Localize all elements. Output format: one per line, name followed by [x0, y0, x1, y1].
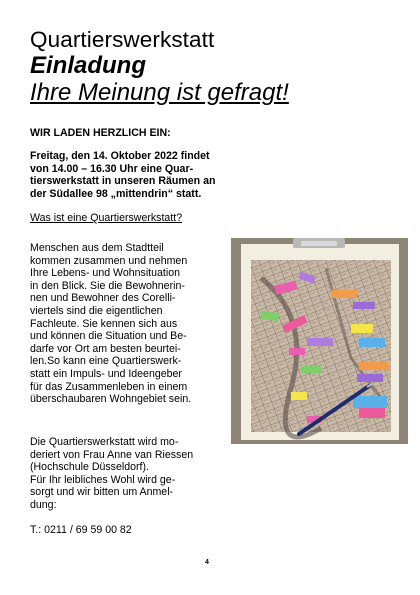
sticky-note — [291, 392, 307, 400]
sticky-note — [359, 408, 385, 418]
sticky-note — [359, 362, 389, 370]
moderation-line: Die Quartierswerkstatt wird mo- — [30, 436, 179, 448]
sticky-note — [301, 366, 321, 373]
description-line: überschaubaren Wohngebiet sein. — [30, 393, 192, 406]
moderation-line: sorgt und wir bitten um Anmel- — [30, 486, 174, 499]
page-number: 4 — [205, 559, 209, 566]
sticky-note — [331, 290, 357, 298]
description-line: Menschen aus dem Stadtteil — [30, 242, 164, 254]
sticky-note — [351, 324, 373, 333]
invite-heading: WIR LADEN HERZLICH EIN: — [30, 127, 171, 139]
description-line: len.So kann eine Quartierswerk- — [30, 355, 182, 368]
invite-line: Freitag, den 14. Oktober 2022 findet — [30, 150, 210, 162]
sticky-note — [359, 338, 385, 347]
tagline: Ihre Meinung ist gefragt! — [30, 79, 289, 106]
clipboard-map-photo — [231, 238, 408, 444]
description-line: statt ein Impuls- und Ideengeber — [30, 367, 182, 380]
description-line: und können die Situation und Be- — [30, 330, 187, 343]
sticky-note — [307, 338, 333, 346]
invite-details — [30, 150, 215, 200]
sticky-note — [353, 396, 387, 408]
invite-line: von 14.00 – 16.30 Uhr eine Quar- — [30, 162, 194, 175]
sticky-note — [289, 348, 305, 355]
description-line: Fachleute. Sie kennen sich aus — [30, 317, 178, 330]
description-line: Ihre Lebens- und Wohnsituation — [30, 267, 180, 280]
page-title: Quartierswerkstatt — [30, 27, 215, 52]
moderation-line: dung: — [30, 498, 57, 511]
invite-line: der Südallee 98 „mittendrin“ statt. — [30, 187, 202, 200]
description-line: darfe vor Ort am besten beurtei- — [30, 342, 181, 355]
description-line: für das Zusammenleben in einem — [30, 380, 188, 393]
moderation-line: Für Ihr leibliches Wohl wird ge- — [30, 473, 176, 486]
description-line: nen und Bewohner des Corelli- — [30, 292, 176, 305]
description-paragraph — [30, 242, 191, 406]
invitation-subtitle: Einladung — [30, 52, 146, 79]
moderation-line: deriert von Frau Anne van Riessen — [30, 448, 194, 461]
description-line: kommen zusammen und nehmen — [30, 254, 188, 267]
phone-number: T.: 0211 / 69 59 00 82 — [30, 524, 132, 536]
description-line: in den Blick. Sie die Bewohnerin- — [30, 279, 185, 292]
moderation-paragraph — [30, 436, 193, 512]
question-heading: Was ist eine Quartierswerkstatt? — [30, 212, 183, 224]
description-line: viertels sind die eigentlichen — [30, 304, 163, 317]
sticky-note — [353, 302, 375, 309]
sticky-note — [357, 374, 383, 382]
moderation-line: (Hochschule Düsseldorf). — [30, 461, 149, 474]
invite-line: tierswerkstatt in unseren Räumen an — [30, 175, 216, 188]
